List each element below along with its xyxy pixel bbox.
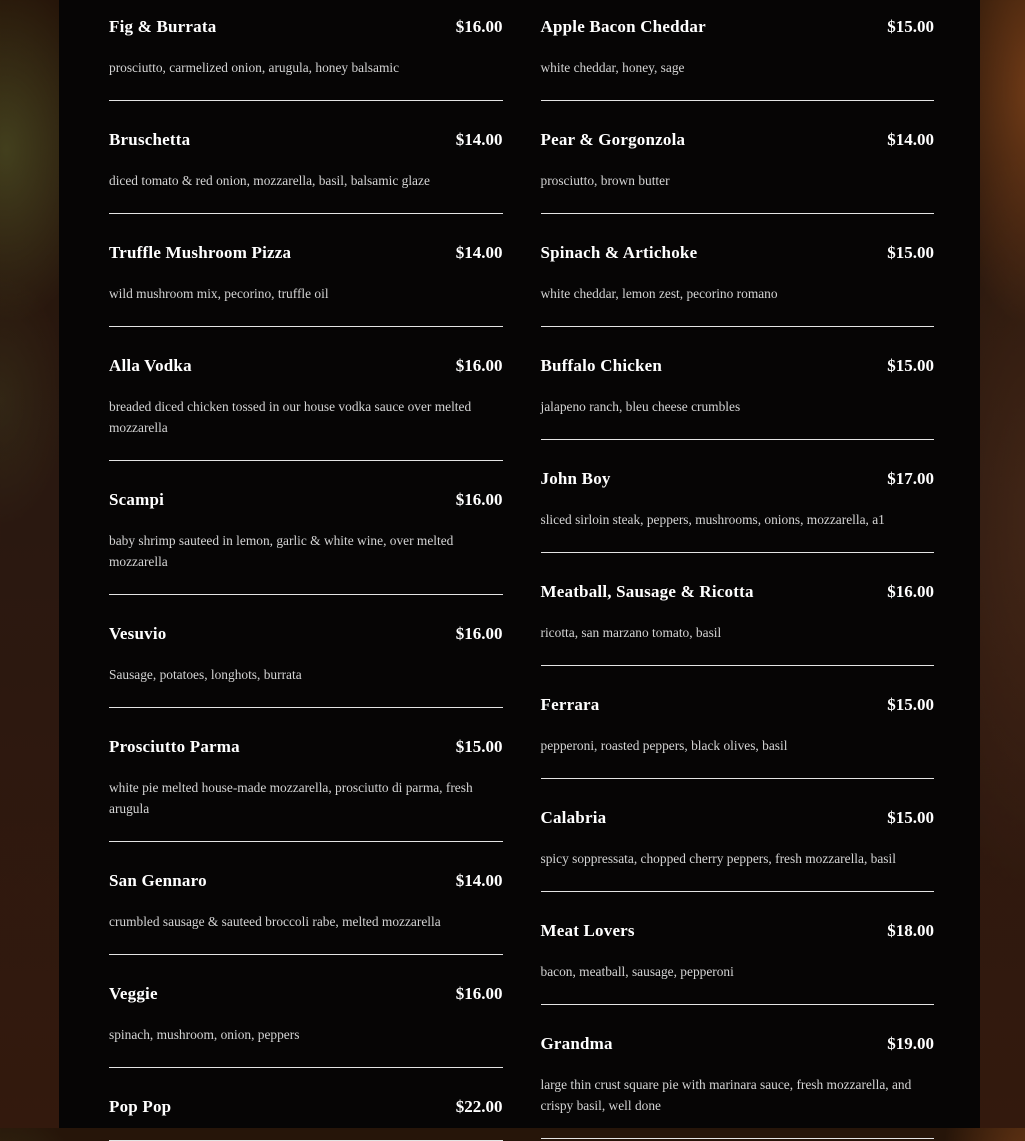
menu-item-header	[541, 919, 935, 942]
menu-item-name: Bruschetta	[109, 130, 191, 149]
menu-item-header	[109, 869, 503, 892]
menu-item	[541, 15, 935, 101]
menu-item-header	[541, 693, 935, 716]
menu-item-price: $16.00	[455, 356, 503, 375]
menu-item-price: $14.00	[455, 130, 503, 149]
menu-item-description: spinach, mushroom, onion, peppers	[109, 1027, 300, 1042]
menu-item	[541, 128, 935, 214]
menu-item-name: John Boy	[540, 469, 611, 488]
menu-item	[109, 869, 503, 955]
menu-item-name: Prosciutto Parma	[109, 737, 240, 756]
menu-item-description: Sausage, potatoes, longhots, burrata	[109, 667, 302, 682]
menu-item-price: $15.00	[887, 808, 934, 827]
menu-item	[109, 241, 503, 327]
menu-item-description: sliced sirloin steak, peppers, mushrooms, onions, mozzarella, a1	[540, 512, 885, 527]
menu-item-price: $19.00	[887, 1034, 934, 1053]
menu-item-price: $22.00	[455, 1097, 503, 1116]
menu-item-price: $16.00	[455, 17, 503, 36]
menu-column-right	[541, 15, 935, 1139]
menu-item	[541, 1032, 935, 1139]
menu-item-header	[109, 488, 503, 511]
menu-item-price: $16.00	[887, 582, 934, 601]
menu-column-left	[109, 15, 503, 1141]
menu-item-header	[109, 622, 503, 645]
menu-item-header	[541, 128, 935, 151]
menu-item-price: $15.00	[887, 243, 934, 262]
menu-item-price: $14.00	[455, 871, 503, 890]
menu-item	[109, 982, 503, 1068]
menu-item-name: Apple Bacon Cheddar	[540, 17, 706, 36]
menu-item-name: Scampi	[109, 490, 165, 509]
menu-item-description: breaded diced chicken tossed in our house vodka sauce over melted mozzarella	[109, 399, 472, 435]
menu-item-name: Ferrara	[540, 695, 600, 714]
menu-item	[109, 354, 503, 461]
menu-item-price: $18.00	[887, 921, 934, 940]
menu-item	[541, 580, 935, 666]
menu-item-price: $14.00	[887, 130, 934, 149]
menu-item-name: Meatball, Sausage & Ricotta	[540, 582, 754, 601]
menu-item-description: white cheddar, honey, sage	[540, 60, 685, 75]
menu-item-header	[109, 241, 503, 264]
menu-item-name: Meat Lovers	[540, 921, 635, 940]
menu-item	[109, 735, 503, 842]
menu-item-header	[109, 982, 503, 1005]
menu-item-price: $16.00	[455, 490, 503, 509]
menu-item-name: Truffle Mushroom Pizza	[109, 243, 292, 262]
menu-item-description: pepperoni, roasted peppers, black olives, basil	[540, 738, 788, 753]
menu-item-description: ricotta, san marzano tomato, basil	[540, 625, 722, 640]
menu-item	[541, 693, 935, 779]
menu-item-description: spicy soppressata, chopped cherry peppers, fresh mozzarella, basil	[540, 851, 896, 866]
menu-item-header	[541, 1032, 935, 1055]
menu-item-name: Veggie	[109, 984, 158, 1003]
menu-item	[109, 15, 503, 101]
menu-item-name: Vesuvio	[109, 624, 167, 643]
menu-item-price: $15.00	[887, 695, 934, 714]
menu-item-description: prosciutto, brown butter	[540, 173, 670, 188]
menu-item-description: diced tomato & red onion, mozzarella, basil, balsamic glaze	[109, 173, 430, 188]
menu-item-header	[541, 241, 935, 264]
menu-item-name: San Gennaro	[109, 871, 207, 890]
menu-item	[109, 1095, 503, 1141]
menu-item-description: baby shrimp sauteed in lemon, garlic & white wine, over melted mozzarella	[109, 533, 454, 569]
menu-item-name: Fig & Burrata	[109, 17, 217, 36]
menu-item-header	[541, 15, 935, 38]
menu-item-header	[109, 735, 503, 758]
menu-item-name: Grandma	[540, 1034, 613, 1053]
menu-item-price: $16.00	[455, 624, 503, 643]
menu-item-description: wild mushroom mix, pecorino, truffle oil	[109, 286, 329, 301]
menu-item-name: Calabria	[540, 808, 607, 827]
menu-item	[541, 919, 935, 1005]
menu-grid	[59, 0, 980, 1141]
menu-item-description: prosciutto, carmelized onion, arugula, honey balsamic	[109, 60, 400, 75]
menu-item-price: $14.00	[455, 243, 503, 262]
menu-panel	[59, 0, 980, 1128]
menu-item-description: crumbled sausage & sauteed broccoli rabe, melted mozzarella	[109, 914, 441, 929]
menu-item-header	[109, 354, 503, 377]
menu-item-price: $15.00	[887, 356, 934, 375]
menu-item-description: white cheddar, lemon zest, pecorino romano	[540, 286, 778, 301]
menu-item-description: jalapeno ranch, bleu cheese crumbles	[540, 399, 741, 414]
menu-item-header	[109, 1095, 503, 1118]
menu-item-header	[541, 354, 935, 377]
menu-item-description: white pie melted house-made mozzarella, prosciutto di parma, fresh arugula	[109, 780, 473, 816]
menu-item-price: $16.00	[455, 984, 503, 1003]
menu-item-price: $17.00	[887, 469, 934, 488]
menu-item-description: large thin crust square pie with marinara sauce, fresh mozzarella, and crispy basil, well done	[540, 1077, 912, 1113]
menu-item-price: $15.00	[887, 17, 934, 36]
menu-item-header	[109, 128, 503, 151]
menu-item	[109, 128, 503, 214]
menu-item-header	[541, 580, 935, 603]
menu-item-name: Buffalo Chicken	[540, 356, 663, 375]
menu-item-name: Pop Pop	[109, 1097, 172, 1116]
menu-item-header	[541, 467, 935, 490]
menu-item	[109, 622, 503, 708]
menu-item	[541, 354, 935, 440]
menu-item-name: Alla Vodka	[109, 356, 192, 375]
menu-item	[541, 241, 935, 327]
menu-item	[541, 467, 935, 553]
menu-item-name: Spinach & Artichoke	[540, 243, 698, 262]
menu-item-name: Pear & Gorgonzola	[540, 130, 686, 149]
menu-item-price: $15.00	[455, 737, 503, 756]
menu-item	[541, 806, 935, 892]
menu-item	[109, 488, 503, 595]
menu-item-header	[109, 15, 503, 38]
menu-item-header	[541, 806, 935, 829]
menu-item-description: bacon, meatball, sausage, pepperoni	[540, 964, 734, 979]
